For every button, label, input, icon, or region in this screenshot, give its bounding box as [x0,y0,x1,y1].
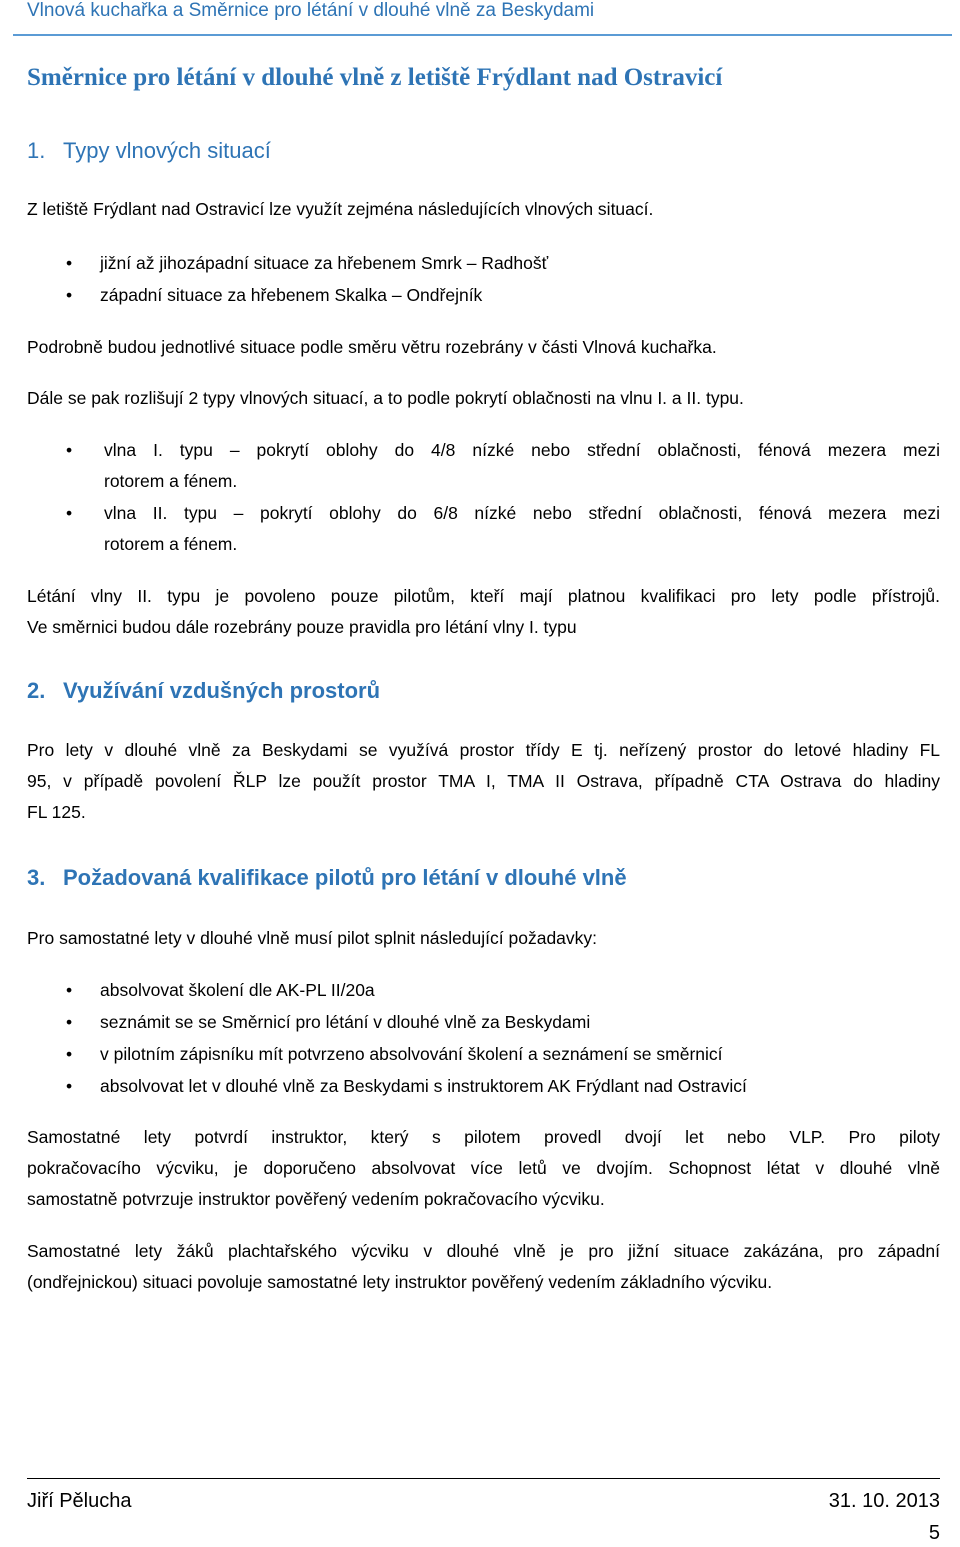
requirement-text: seznámit se se Směrnicí pro létání v dlouhé vlně za Beskydami [100,1012,591,1032]
section-1-detail: Podrobně budou jednotlivé situace podle směru větru rozebrány v části Vlnová kuchařka. [27,337,717,357]
airspace-line: Pro lety v dlouhé vlně za Beskydami se využívá prostor třídy E tj. neřízený prostor do letové hladiny FL [27,740,940,760]
paragraph-line: Samostatné lety žáků plachtařského výcviku v dlouhé vlně je pro jižní situace zakázána, pro západní [27,1241,940,1261]
running-header-title: Vlnová kuchařka a Směrnice pro létání v dlouhé vlně za Beskydami [27,0,595,21]
running-header [27,0,952,22]
restriction-line: Létání vlny II. typu je povoleno pouze pilotům, kteří mají platnou kvalifikaci pro lety podle přístrojů. [27,586,940,606]
section-2-title: Využívání vzdušných prostorů [63,678,381,703]
section-3-title: Požadovaná kvalifikace pilotů pro létání v dlouhé vlně [63,865,627,890]
section-3-paragraph-1 [27,1122,940,1215]
requirement-text: absolvovat let v dlouhé vlně za Beskydami s instruktorem AK Frýdlant nad Ostravicí [100,1076,747,1096]
bullet-icon: • [66,503,73,523]
section-1-number: 1. [27,138,46,163]
bullet-icon: • [66,253,73,273]
wave-type-line: vlna I. typu – pokrytí oblohy do 4/8 nízké nebo střední oblačnosti, fénová mezera mezi [104,440,940,460]
section-3-intro: Pro samostatné lety v dlouhé vlně musí pilot splnit následující požadavky: [27,928,598,948]
wave-type-line: vlna II. typu – pokrytí oblohy do 6/8 nízké nebo střední oblačnosti, fénová mezera mezi [104,503,940,523]
section-1-types-intro: Dále se pak rozlišují 2 typy vlnových situací, a to podle pokrytí oblačnosti na vlnu I. a II. typu. [27,388,744,408]
paragraph-line: samostatně potvrzuje instruktor pověřený vedením pokračovacího výcviku. [27,1189,605,1209]
requirement-text: v pilotním zápisníku mít potvrzeno absolvování školení a seznámení se směrnicí [100,1044,723,1064]
restriction-line: Ve směrnici budou dále rozebrány pouze pravidla pro létání vlny I. typu [27,617,577,637]
wave-type-line: rotorem a fénem. [104,534,238,554]
airspace-line: 95, v případě povolení ŘLP lze použít prostor TMA I, TMA II Ostrava, případně CTA Ostrava do hladiny [27,771,940,791]
paragraph-line: Samostatné lety potvrdí instruktor, který s pilotem provedl dvojí let nebo VLP. Pro piloty [27,1127,940,1147]
wave-type-item [66,498,940,560]
footer-author: Jiří Pělucha [27,1490,132,1512]
section-2-body [27,735,940,828]
section-3-paragraph-2 [27,1236,940,1298]
section-1-title: Typy vlnových situací [63,138,271,163]
section-1-restriction [27,581,940,643]
paragraph-line: pokračovacího výcviku, je doporučeno absolvovat více letů ve dvojím. Schopnost létat v dlouhé vlně [27,1158,940,1178]
section-2-number: 2. [27,678,46,703]
section-3-heading [27,865,627,891]
bullet-icon: • [66,1012,73,1032]
situation-text: jižní až jihozápadní situace za hřebenem Smrk – Radhošť [100,253,549,273]
header-divider [13,34,952,36]
footer-divider [27,1478,940,1479]
footer-date: 31. 10. 2013 [828,1490,940,1512]
bullet-icon: • [66,1044,73,1064]
page-number: 5 [928,1522,940,1544]
airspace-line: FL 125. [27,802,86,822]
situation-text: západní situace za hřebenem Skalka – Ondřejník [100,285,483,305]
wave-type-line: rotorem a fénem. [104,471,238,491]
section-2-heading [27,678,380,704]
bullet-icon: • [66,1076,73,1096]
bullet-icon: • [66,285,73,305]
document-title: Směrnice pro létání v dlouhé vlně z letiště Frýdlant nad Ostravicí [27,64,723,91]
wave-type-item [66,435,940,497]
section-1-heading [27,138,271,164]
section-1-intro: Z letiště Frýdlant nad Ostravicí lze využít zejména následujících vlnových situací. [27,199,654,219]
bullet-icon: • [66,440,73,460]
section-3-number: 3. [27,865,46,890]
requirement-text: absolvovat školení dle AK-PL II/20a [100,980,375,1000]
paragraph-line: (ondřejnickou) situaci povoluje samostatné lety instruktor pověřený vedením základního výcviku. [27,1272,773,1292]
bullet-icon: • [66,980,73,1000]
